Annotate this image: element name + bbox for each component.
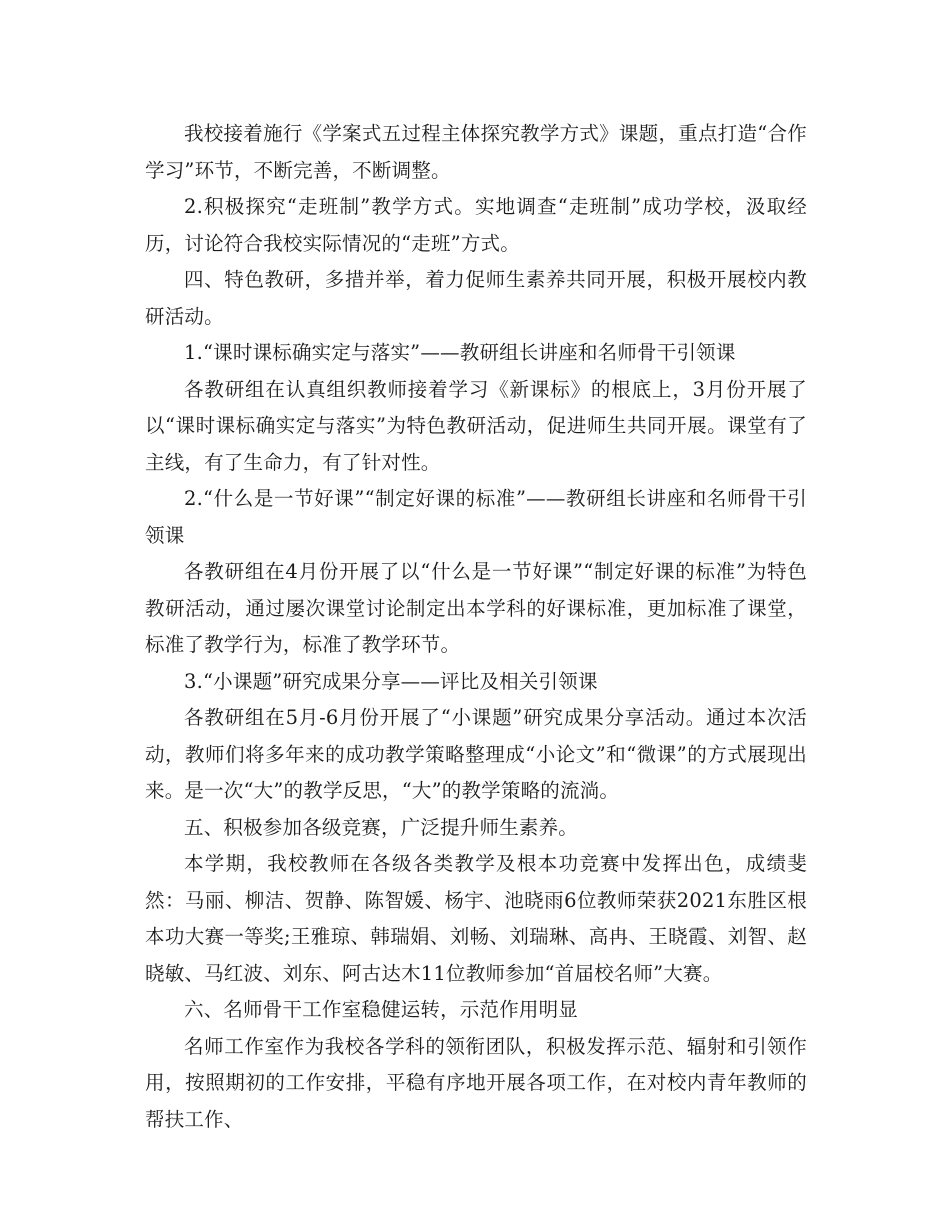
paragraph-6: 本学期，我校教师在各级各类教学及根本功竞赛中发挥出色，成绩斐然：马丽、柳洁、贺静、陈智媛、杨宇、池晓雨6位教师荣获2021东胜区根本功大赛一等奖;王雅琼、韩瑞娟、刘畅、刘瑞琳、高冉、王晓霞、刘智、赵晓敏、马红波、刘东、阿古达木11位教师参加“首届校名师”大赛。 bbox=[145, 852, 807, 985]
subheading-1: 1.“课时课标确实定与落实”——教研组长讲座和名师骨干引领课 bbox=[184, 341, 736, 364]
section-heading-4: 四、特色教研，多措并举，着力促师生素养共同开展，积极开展校内教研活动。 bbox=[145, 268, 807, 328]
section-heading-6: 六、名师骨干工作室稳健运转，示范作用明显 bbox=[184, 998, 579, 1021]
paragraph-2: 2.积极探究“走班制”教学方式。实地调查“走班制”成功学校，汲取经历，讨论符合我校实际情况的“走班”方式。 bbox=[145, 195, 807, 255]
section-heading-5: 五、积极参加各级竞赛，广泛提升师生素养。 bbox=[184, 815, 579, 839]
paragraph-5: 各教研组在5月-6月份开展了“小课题”研究成果分享活动。通过本次活动，教师们将多年来的成功教学策略整理成“小论文”和“微课”的方式展现出来。是一次“大”的教学反思，“大”的教学策略的流淌。 bbox=[145, 706, 807, 802]
paragraph-3: 各教研组在认真组织教师接着学习《新课标》的根底上，3月份开展了以“课时课标确实定与落实”为特色教研活动，促进师生共同开展。课堂有了主线，有了生命力，有了针对性。 bbox=[145, 377, 807, 474]
paragraph-1: 我校接着施行《学案式五过程主体探究教学方式》课题，重点打造“合作学习”环节，不断完善，不断调整。 bbox=[145, 122, 807, 182]
subheading-2: 2.“什么是一节好课”“制定好课的标准”——教研组长讲座和名师骨干引领课 bbox=[145, 487, 807, 547]
document-body bbox=[145, 116, 807, 1138]
paragraph-7: 名师工作室作为我校各学科的领衔团队，积极发挥示范、辐射和引领作用，按照期初的工作安排，平稳有序地开展各项工作，在对校内青年教师的帮扶工作、 bbox=[145, 1034, 807, 1131]
paragraph-4: 各教研组在4月份开展了以“什么是一节好课”“制定好课的标准”为特色教研活动，通过屡次课堂讨论制定出本学科的好课标准，更加标准了课堂，标准了教学行为，标准了教学环节。 bbox=[145, 560, 807, 656]
subheading-3: 3.“小课题”研究成果分享——评比及相关引领课 bbox=[184, 669, 598, 693]
